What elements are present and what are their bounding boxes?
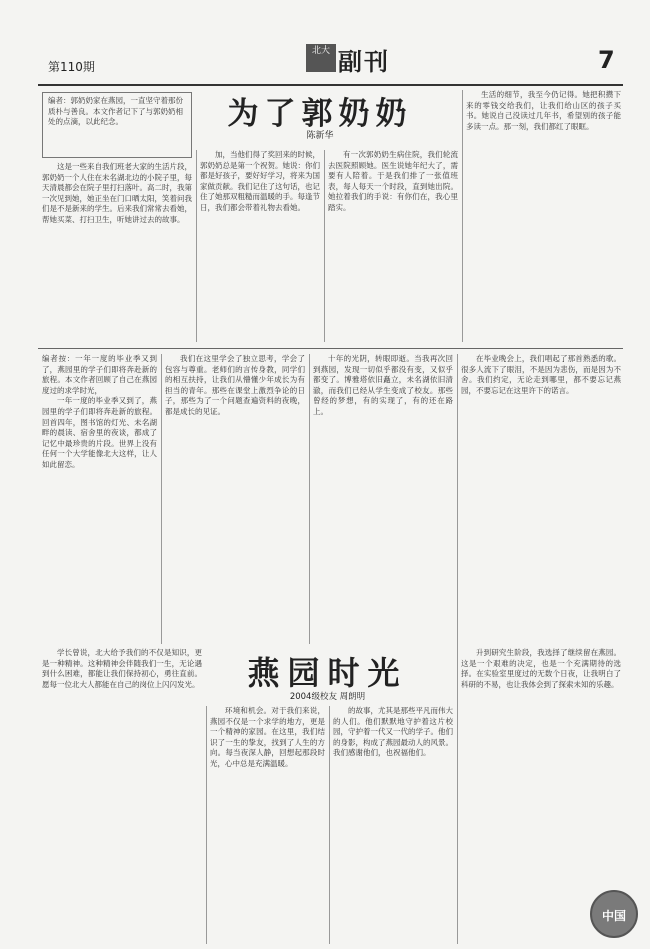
article-column: 十年的光阴，转眼即逝。当我再次回到燕园，发现一切似乎都没有变，又似乎都变了。博雅塔依旧矗立，未名湖依旧清澈，而我们已经从学生变成了校友。那些曾经的梦想，有的实现了，有的还在路上。	[313, 354, 453, 416]
school-seal: 中国	[590, 890, 638, 938]
column-divider	[309, 354, 310, 644]
article-column: 编者按：一年一度的毕业季又到了，燕园里的学子们即将奔赴新的旅程。本文作者回顾了自己在燕园度过的求学时光， 一年一度的毕业季又到了，燕园里的学子们即将奔赴新的旅程。回首四年，图书馆的灯光、未名湖畔的晨读、宿舍里的夜谈，都成了记忆中最珍贵的片段。世界上没有任何一个大学能像北大这样，让人如此留恋。	[42, 354, 157, 469]
article-column: 我们在这里学会了独立思考，学会了包容与尊重。老师们的言传身教，同学们的相互扶持，让我们从懵懂少年成长为有担当的青年。那些在课堂上激烈争论的日子，那些为了一个问题查遍资料的夜晚，都是成长的见证。	[165, 354, 305, 416]
article-column: 加，当他们得了奖回来的时候，郭奶奶总是第一个祝贺。她说：你们都是好孩子，要好好学习，将来为国家做贡献。我们记住了这句话，也记住了她那双粗糙而温暖的手。每逢节日，我们都会带着礼物去看她。	[200, 150, 320, 212]
article-title: 为了郭奶奶	[227, 96, 413, 132]
article-column: 学长曾说，北大给予我们的不仅是知识，更是一种精神。这种精神会伴随我们一生，无论遇到什么困难，都能让我们保持初心，勇往直前。愿每一位北大人都能在自己的岗位上闪闪发光。	[42, 648, 202, 689]
article-author: 陈新华	[306, 131, 334, 141]
masthead-logo: 北大	[306, 44, 336, 72]
section-separator	[38, 348, 623, 349]
article-column: 升到研究生阶段，我选择了继续留在燕园。这是一个艰难的决定，也是一个充满期待的选择。在实验室里度过的无数个日夜，让我明白了科研的不易，也让我体会到了探索未知的乐趣。	[461, 648, 621, 689]
article-column: 环境和机会。对于我们来说，燕园不仅是一个求学的地方，更是一个精神的家园。在这里，我们结识了一生的挚友，找到了人生的方向。每当夜深人静，回想起那段时光，心中总是充满温暖。	[210, 706, 325, 768]
column-divider	[329, 706, 330, 944]
column-divider	[161, 354, 162, 644]
column-divider	[196, 150, 197, 342]
article-column: 有一次郭奶奶生病住院，我们轮流去医院照顾她。医生说她年纪大了，需要有人陪着。于是我们排了一张值班表，每人每天一个时段，直到她出院。她拉着我们的手说：有你们在，我心里踏实。	[328, 150, 458, 212]
article-title: 燕园时光	[247, 654, 408, 692]
article-column: 这是一些来自我们班老大家的生活片段，郭奶奶一个人住在未名湖北边的小院子里，每天清晨都会在院子里打扫落叶。高二时，我第一次见到她，她正坐在门口晒太阳，笑着问我们是不是新来的学生。后来我们常常去看她，帮她买菜、打扫卫生，听她讲过去的故事。	[42, 162, 192, 224]
section-title: 副刊	[338, 48, 390, 76]
article-author: 2004级校友 周朗明	[289, 692, 366, 702]
article-column: 的故事，尤其是那些平凡而伟大的人们。他们默默地守护着这片校园，守护着一代又一代的学子。他们的身影，构成了燕园最动人的风景。我们感谢他们，也祝福他们。	[333, 706, 453, 758]
column-divider	[462, 90, 463, 342]
page-number: 7	[598, 46, 615, 74]
issue-number: 第110期	[48, 60, 95, 74]
editor-note-box: 编者：郭奶奶家在燕园，一直坚守着那份质朴与善良。本文作者记下了与郭奶奶相处的点滴，以此纪念。	[42, 92, 192, 158]
column-divider	[324, 150, 325, 342]
masthead	[38, 38, 623, 86]
column-divider	[457, 354, 458, 944]
article-column: 在毕业晚会上，我们唱起了那首熟悉的歌。很多人流下了眼泪，不是因为悲伤，而是因为不舍。我们约定，无论走到哪里，都不要忘记燕园，不要忘记在这里许下的诺言。	[461, 354, 621, 395]
article-column: 生活的细节，我至今仍记得。她把积攒下来的零钱交给我们，让我们给山区的孩子买书。她说自己没读过几年书，希望别的孩子能多读一点。那一刻，我们都红了眼眶。	[466, 90, 621, 131]
column-divider	[206, 706, 207, 944]
